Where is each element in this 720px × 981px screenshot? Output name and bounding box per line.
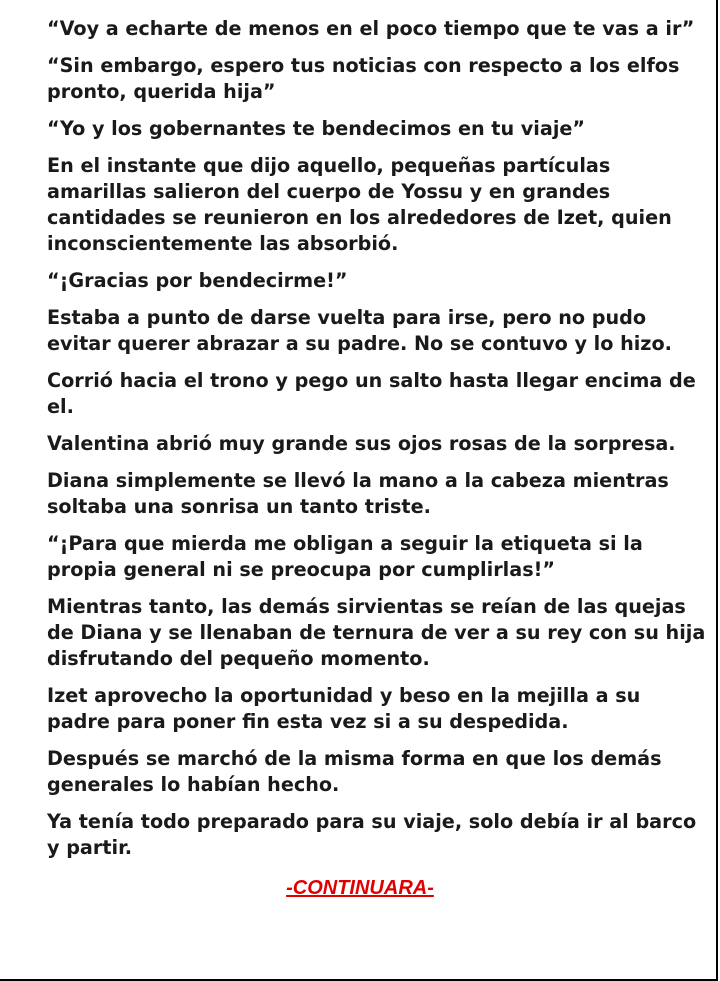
paragraph: “Sin embargo, espero tus noticias con respecto a los elfos pronto, querida hija”: [47, 54, 680, 103]
paragraph: Mientras tanto, las demás sirvientas se reían de las quejas de Diana y se llenaban de ternura de ver a su rey con su hija disfrutando del pequeño momento.: [47, 595, 706, 670]
continuara-label: -CONTINUARA-: [286, 877, 434, 899]
paragraph: Ya tenía todo preparado para su viaje, solo debía ir al barco y partir.: [47, 810, 697, 859]
story-text: [47, 16, 707, 872]
paragraph: Corrió hacia el trono y pego un salto hasta llegar encima de el.: [47, 369, 696, 418]
paragraph: “¡Gracias por bendecirme!”: [47, 269, 348, 292]
paragraph: “Yo y los gobernantes te bendecimos en tu viaje”: [47, 117, 586, 140]
paragraph: Estaba a punto de darse vuelta para irse, pero no pudo evitar querer abrazar a su padre. No se contuvo y lo hizo.: [47, 306, 672, 355]
paragraph: Después se marchó de la misma forma en que los demás generales lo habían hecho.: [47, 747, 662, 796]
paragraph: “¡Para que mierda me obligan a seguir la etiqueta si la propia general ni se preocupa por cumplirlas!”: [47, 532, 643, 581]
paragraph: “Voy a echarte de menos en el poco tiempo que te vas a ir”: [47, 17, 695, 40]
paragraph: En el instante que dijo aquello, pequeñas partículas amarillas salieron del cuerpo de Yossu y en grandes cantidades se reunieron en los alrededores de Izet, quien inconscientemente las absorbió.: [47, 154, 672, 255]
paragraph: Diana simplemente se llevó la mano a la cabeza mientras soltaba una sonrisa un tanto triste.: [47, 469, 669, 518]
paragraph: Izet aprovecho la oportunidad y beso en la mejilla a su padre para poner fin esta vez si a su despedida.: [47, 684, 641, 733]
paragraph: Valentina abrió muy grande sus ojos rosas de la sorpresa.: [47, 432, 676, 455]
